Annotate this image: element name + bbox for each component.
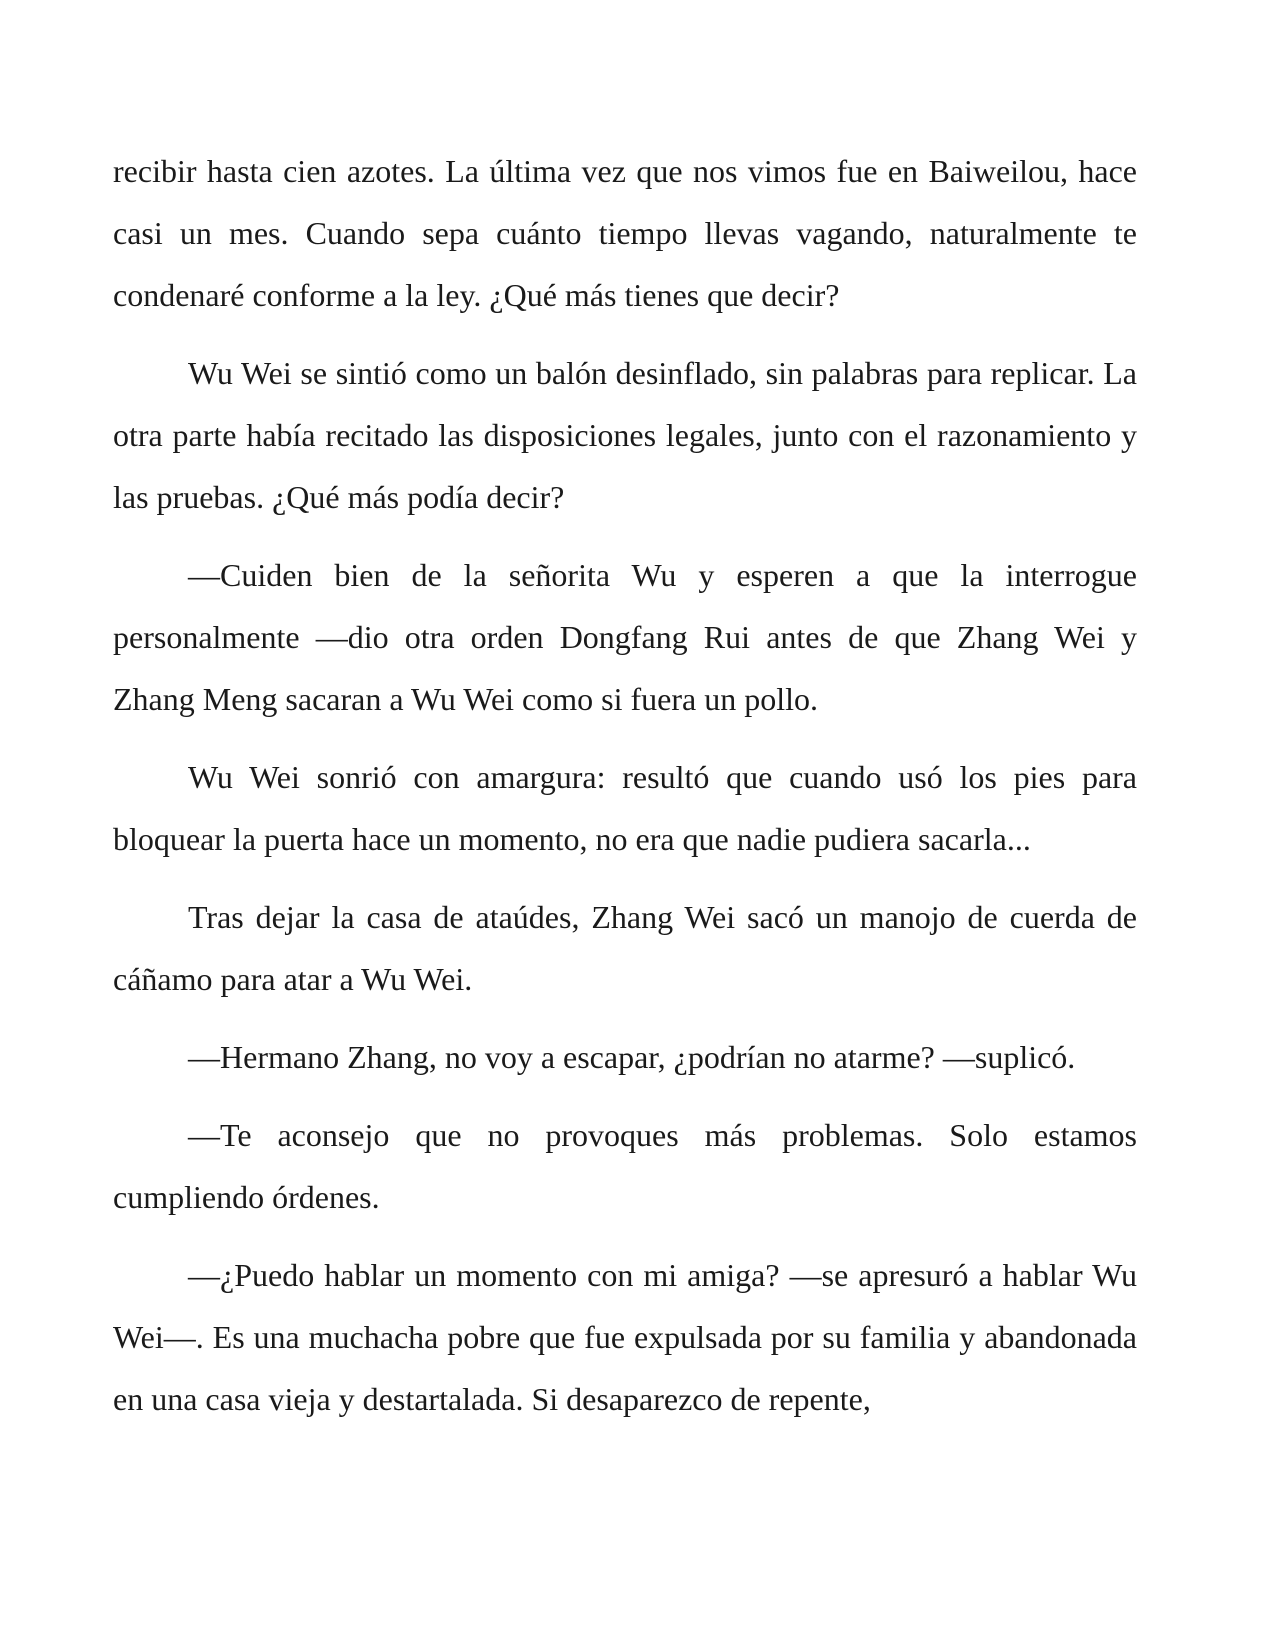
paragraph-2: Wu Wei se sintió como un balón desinflado, sin palabras para replicar. La otra parte había recitado las disposiciones legales, junto con el razonamiento y las pruebas. ¿Qué más podía decir? [113, 355, 1137, 515]
paragraph-8: —¿Puedo hablar un momento con mi amiga? —se apresuró a hablar Wu Wei—. Es una muchacha pobre que fue expulsada por su familia y abandonada en una casa vieja y destartalada. Si desaparezco de repente, [113, 1257, 1137, 1417]
paragraph-3: —Cuiden bien de la señorita Wu y esperen a que la interrogue personalmente —dio otra orden Dongfang Rui antes de que Zhang Wei y Zhang Meng sacaran a Wu Wei como si fuera un pollo. [113, 557, 1137, 717]
paragraph-4: Wu Wei sonrió con amargura: resultó que cuando usó los pies para bloquear la puerta hace un momento, no era que nadie pudiera sacarla... [113, 759, 1137, 857]
paragraph-5: Tras dejar la casa de ataúdes, Zhang Wei sacó un manojo de cuerda de cáñamo para atar a Wu Wei. [113, 899, 1137, 997]
paragraph-1: recibir hasta cien azotes. La última vez que nos vimos fue en Baiweilou, hace casi un mes. Cuando sepa cuánto tiempo llevas vagando, naturalmente te condenaré conforme a la ley. ¿Qué más tienes que decir? [113, 153, 1137, 313]
document-page [113, 140, 1137, 1446]
paragraph-6: —Hermano Zhang, no voy a escapar, ¿podrían no atarme? —suplicó. [188, 1039, 1076, 1075]
paragraph-7: —Te aconsejo que no provoques más problemas. Solo estamos cumpliendo órdenes. [113, 1117, 1137, 1215]
